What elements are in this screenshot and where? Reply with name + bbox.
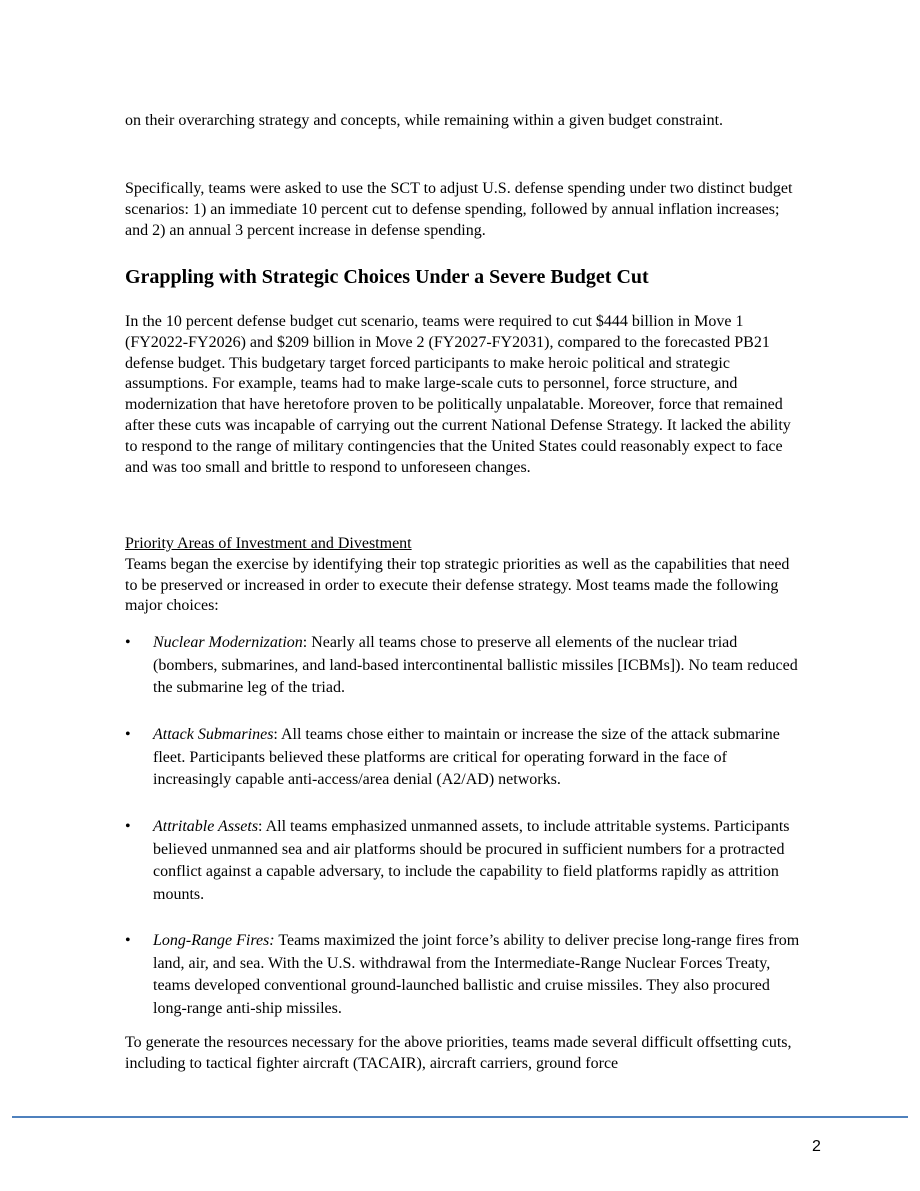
- bullet-term: Nuclear Modernization: [153, 634, 303, 651]
- budget-cut-paragraph: In the 10 percent defense budget cut scenario, teams were required to cut $444 billion in Move 1 (FY2022-FY2026) and $209 billion in Move 2 (FY2027-FY2031), compared to the forecasted PB21 defense budget. This budgetary target forced participants to make heroic political and strategic assumptions. For example, teams had to make large-scale cuts to personnel, force structure, and modernization that have heretofore proven to be politically unpalatable. Moreover, force that remained after these cuts was incapable of carrying out the current National Defense Strategy. It lacked the ability to respond to the range of military contingencies that the United States could reasonably expect to face and was too small and brittle to respond to unforeseen changes.: [125, 313, 791, 476]
- bullet-separator: :: [273, 726, 281, 743]
- bullet-icon: •: [125, 726, 131, 743]
- bullet-term: Attack Submarines: [153, 726, 274, 743]
- page-number: 2: [812, 1138, 821, 1155]
- bullet-term: Attritable Assets: [153, 818, 259, 835]
- footer-rule: [12, 1116, 908, 1118]
- bullet-body: [153, 632, 803, 700]
- bullet-body: [153, 724, 803, 792]
- bullet-separator: :: [302, 634, 312, 651]
- bullet-body: [153, 930, 803, 1020]
- bullet-separator: :: [258, 818, 266, 835]
- priority-areas-subsection: [125, 534, 805, 617]
- bullet-body: [153, 816, 803, 906]
- bullet-text: All teams emphasized unmanned assets, to include attritable systems. Participants believed unmanned sea and air platforms should be procured in sufficient numbers for a protracted conflict against a capable adversary, to include the capability to field platforms rapidly as attrition mounts.: [153, 818, 790, 903]
- bullet-icon: •: [125, 634, 131, 651]
- bullet-term: Long-Range Fires:: [153, 932, 275, 949]
- section-heading: Grappling with Strategic Choices Under a Severe Budget Cut: [125, 266, 649, 288]
- subsection-title: Priority Areas of Investment and Divestment: [125, 535, 412, 552]
- scenario-paragraph: Specifically, teams were asked to use the SCT to adjust U.S. defense spending under two distinct budget scenarios: 1) an immediate 10 percent cut to defense spending, followed by annual inflation increases; and 2) an annual 3 percent increase in defense spending.: [125, 180, 793, 239]
- bullet-icon: •: [125, 818, 131, 835]
- bullet-icon: •: [125, 932, 131, 949]
- intro-paragraph: on their overarching strategy and concepts, while remaining within a given budget constraint.: [125, 112, 724, 129]
- bullet-text: Teams maximized the joint force’s ability to deliver precise long-range fires from land, air, and sea. With the U.S. withdrawal from the Intermediate-Range Nuclear Forces Treaty, teams developed conventional ground-launched ballistic and cruise missiles. They also procured long-range anti-ship missiles.: [153, 932, 800, 1017]
- bullet-text: Nearly all teams chose to preserve all elements of the nuclear triad (bombers, submarines, and land-based intercontinental ballistic missiles [ICBMs]). No team reduced the submarine leg of the triad.: [153, 634, 798, 696]
- subsection-body: Teams began the exercise by identifying their top strategic priorities as well as the capabilities that need to be preserved or increased in order to execute their defense strategy. Most teams made the following major choices:: [125, 555, 790, 615]
- closing-paragraph: To generate the resources necessary for the above priorities, teams made several difficult offsetting cuts, including to tactical fighter aircraft (TACAIR), aircraft carriers, ground force: [125, 1034, 792, 1072]
- bullet-text: All teams chose either to maintain or increase the size of the attack submarine fleet. Participants believed these platforms are critical for operating forward in the face of increasingly capable anti-access/area denial (A2/AD) networks.: [153, 726, 780, 788]
